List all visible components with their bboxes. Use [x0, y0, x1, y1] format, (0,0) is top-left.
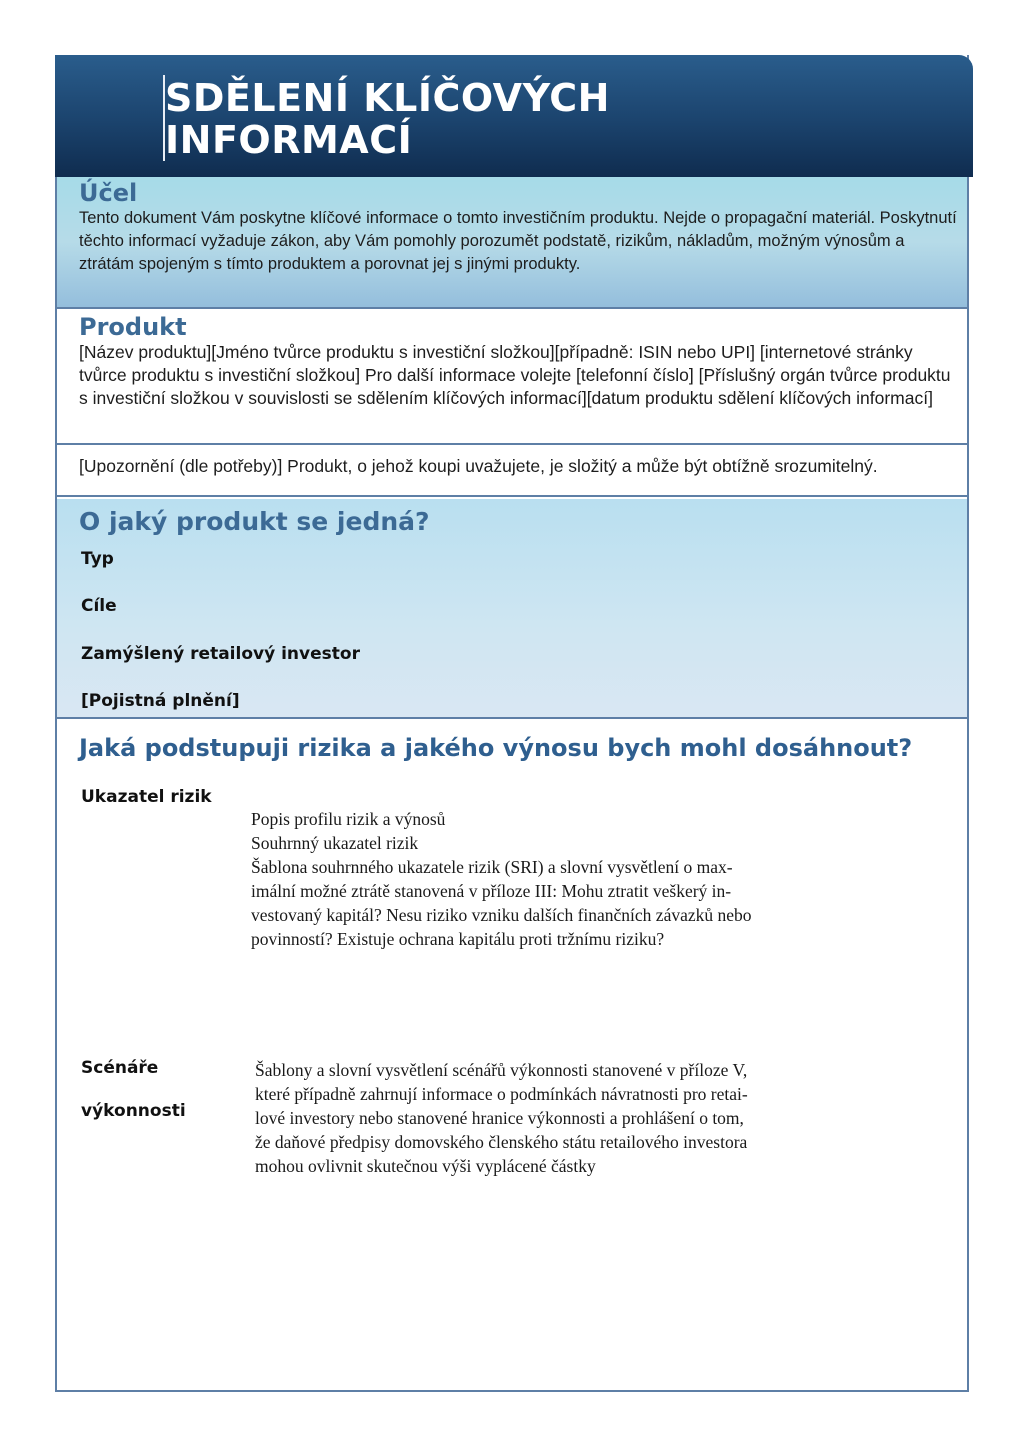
product-section	[57, 311, 967, 445]
what-product-heading: O jaký produkt se jedná?	[79, 507, 430, 536]
risk-section	[57, 721, 967, 1390]
title-line-2: INFORMACÍ	[165, 118, 413, 162]
label-intended-investor: Zamýšlený retailový investor	[81, 644, 360, 664]
product-heading: Produkt	[79, 313, 187, 341]
scenario-label-1: Scénáře	[81, 1058, 159, 1078]
risk-indicator-line: Šablona souhrnného ukazatele rizik (SRI) a slovní vysvětlení o max-	[251, 857, 733, 877]
scenario-label-2: výkonnosti	[81, 1101, 186, 1121]
risk-indicator-line: povinností? Existuje ochrana kapitálu proti tržnímu riziku?	[251, 929, 665, 949]
label-objectives: Cíle	[81, 596, 117, 616]
scenario-line: které případně zahrnují informace o podmínkách návratnosti pro retai-	[255, 1084, 748, 1104]
risk-indicator-label: Ukazatel rizik	[81, 787, 212, 807]
purpose-section	[57, 177, 967, 309]
risk-heading: Jaká podstupuji rizika a jakého výnosu bych mohl dosáhnout?	[79, 734, 913, 762]
what-product-section	[57, 499, 967, 719]
purpose-heading: Účel	[79, 179, 138, 207]
title-line-1: SDĚLENÍ KLÍČOVÝCH	[165, 76, 610, 120]
risk-indicator-line: vestovaný kapitál? Nesu riziko vzniku dalších finančních závazků nebo	[251, 905, 752, 925]
document-title	[165, 77, 610, 161]
purpose-text: Tento dokument Vám poskytne klíčové informace o tomto investičním produktu. Nejde o propagační materiál. Poskytnutí těchto informací vyžaduje zákon, aby Vám pomohly porozumět podstatě, rizikům, nákladům, možným výnosům a ztrátám spojeným s tímto produktem a porovnat jej s jinými produkty.	[79, 209, 957, 273]
scenario-line: že daňové předpisy domovského členského státu retailového investora	[255, 1132, 748, 1152]
risk-indicator-line: imální možné ztrátě stanovená v příloze III: Mohu ztratit veškerý in-	[251, 881, 732, 901]
kid-document	[55, 55, 969, 1392]
document-header	[55, 55, 973, 177]
risk-indicator-text	[251, 807, 752, 951]
label-type: Typ	[81, 549, 114, 569]
risk-indicator-line: Souhrnný ukazatel rizik	[251, 833, 419, 853]
risk-indicator-line: Popis profilu rizik a výnosů	[251, 809, 446, 829]
product-text: [Název produktu][Jméno tvůrce produktu s investiční složkou][případně: ISIN nebo UPI] [internetové stránky tvůrce produktu s investiční složkou] Pro další informace volejte [telefonní číslo] [Příslušný orgán tvůrce produktu s investiční složkou v souvislosti se sdělením klíčových informací][datum produktu sdělení klíčových informací]	[79, 342, 951, 408]
scenario-line: lové investory nebo stanovené hranice výkonnosti a prohlášení o tom,	[255, 1108, 744, 1128]
warning-text: [Upozornění (dle potřeby)] Produkt, o jehož koupi uvažujete, je složitý a může být obtížně srozumitelný.	[79, 456, 878, 476]
warning-section	[57, 447, 967, 497]
scenario-line: Šablony a slovní vysvětlení scénářů výkonnosti stanovené v příloze V,	[255, 1060, 748, 1080]
label-insurance-benefits: [Pojistná plnění]	[81, 691, 240, 711]
scenario-line: mohou ovlivnit skutečnou výši vyplácené částky	[255, 1156, 596, 1176]
scenario-text	[255, 1058, 748, 1178]
